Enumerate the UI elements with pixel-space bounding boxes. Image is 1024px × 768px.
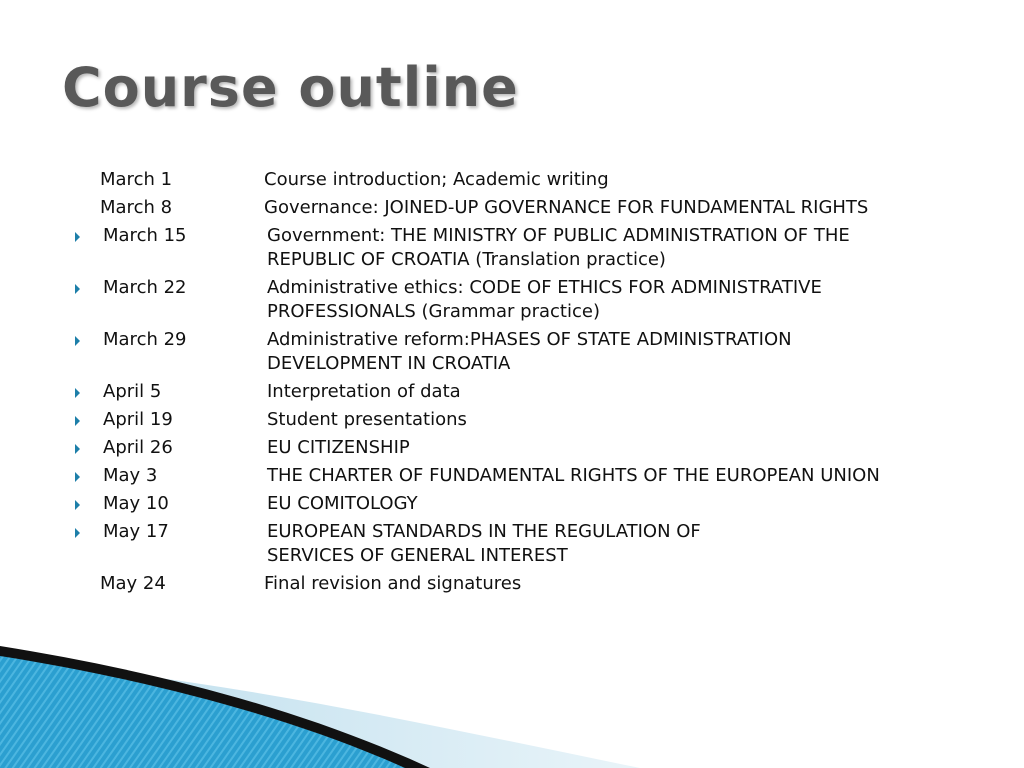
outline-row	[75, 276, 975, 324]
outline-topic-line: Administrative reform:PHASES OF STATE ADMINISTRATION	[267, 329, 792, 350]
outline-date: March 15	[103, 225, 187, 246]
outline-topic-line: SERVICES OF GENERAL INTEREST	[267, 545, 568, 566]
wave-decoration	[0, 638, 1024, 768]
bullet-arrow-icon	[75, 336, 80, 346]
outline-topic-line: Government: THE MINISTRY OF PUBLIC ADMINISTRATION OF THE	[267, 225, 850, 246]
outline-topic-line: DEVELOPMENT IN CROATIA	[267, 353, 511, 374]
outline-topic-line: EU CITIZENSHIP	[267, 437, 410, 458]
outline-topic	[267, 380, 947, 404]
outline-topic	[264, 572, 944, 596]
outline-topic	[267, 328, 947, 376]
course-outline-list	[75, 168, 975, 600]
outline-topic-line: Interpretation of data	[267, 381, 461, 402]
outline-topic	[267, 464, 947, 488]
bullet-arrow-icon	[75, 500, 80, 510]
outline-topic-line: PROFESSIONALS (Grammar practice)	[267, 301, 600, 322]
outline-date: March 8	[100, 197, 173, 218]
outline-date: April 5	[103, 381, 162, 402]
outline-topic-line: EUROPEAN STANDARDS IN THE REGULATION OF	[267, 521, 701, 542]
outline-topic-line: Student presentations	[267, 409, 467, 430]
outline-topic	[267, 276, 947, 324]
outline-row	[75, 408, 975, 432]
outline-row	[75, 224, 975, 272]
outline-date: May 3	[103, 465, 158, 486]
outline-date: April 19	[103, 409, 173, 430]
outline-topic-line: THE CHARTER OF FUNDAMENTAL RIGHTS OF THE EUROPEAN UNION	[267, 465, 880, 486]
outline-row	[75, 168, 975, 192]
outline-row	[75, 520, 975, 568]
outline-topic-line: Course introduction; Academic writing	[264, 169, 609, 190]
outline-row	[75, 492, 975, 516]
outline-topic-line: Governance: JOINED-UP GOVERNANCE FOR FUNDAMENTAL RIGHTS	[264, 197, 869, 218]
bullet-arrow-icon	[75, 528, 80, 538]
bullet-arrow-icon	[75, 416, 80, 426]
bullet-arrow-icon	[75, 444, 80, 454]
outline-topic-line: Final revision and signatures	[264, 573, 522, 594]
bullet-arrow-icon	[75, 232, 80, 242]
outline-date: May 10	[103, 493, 169, 514]
outline-date: March 22	[103, 277, 187, 298]
outline-row	[75, 380, 975, 404]
outline-row	[75, 572, 975, 596]
outline-topic	[267, 436, 947, 460]
outline-topic-line: REPUBLIC OF CROATIA (Translation practice)	[267, 249, 666, 270]
bullet-arrow-icon	[75, 472, 80, 482]
outline-date: March 29	[103, 329, 187, 350]
outline-row	[75, 328, 975, 376]
bullet-arrow-icon	[75, 388, 80, 398]
outline-topic-line: EU COMITOLOGY	[267, 493, 418, 514]
slide-title: Course outline	[62, 56, 519, 119]
outline-row	[75, 436, 975, 460]
outline-date: May 17	[103, 521, 169, 542]
outline-row	[75, 196, 975, 220]
outline-topic-line: Administrative ethics: CODE OF ETHICS FOR ADMINISTRATIVE	[267, 277, 822, 298]
outline-topic	[264, 168, 944, 192]
outline-date: April 26	[103, 437, 173, 458]
outline-topic	[267, 224, 947, 272]
outline-date: March 1	[100, 169, 173, 190]
bullet-arrow-icon	[75, 284, 80, 294]
outline-date: May 24	[100, 573, 166, 594]
outline-topic	[267, 520, 947, 568]
outline-row	[75, 464, 975, 488]
outline-topic	[267, 408, 947, 432]
outline-topic	[267, 492, 947, 516]
outline-topic	[264, 196, 944, 220]
